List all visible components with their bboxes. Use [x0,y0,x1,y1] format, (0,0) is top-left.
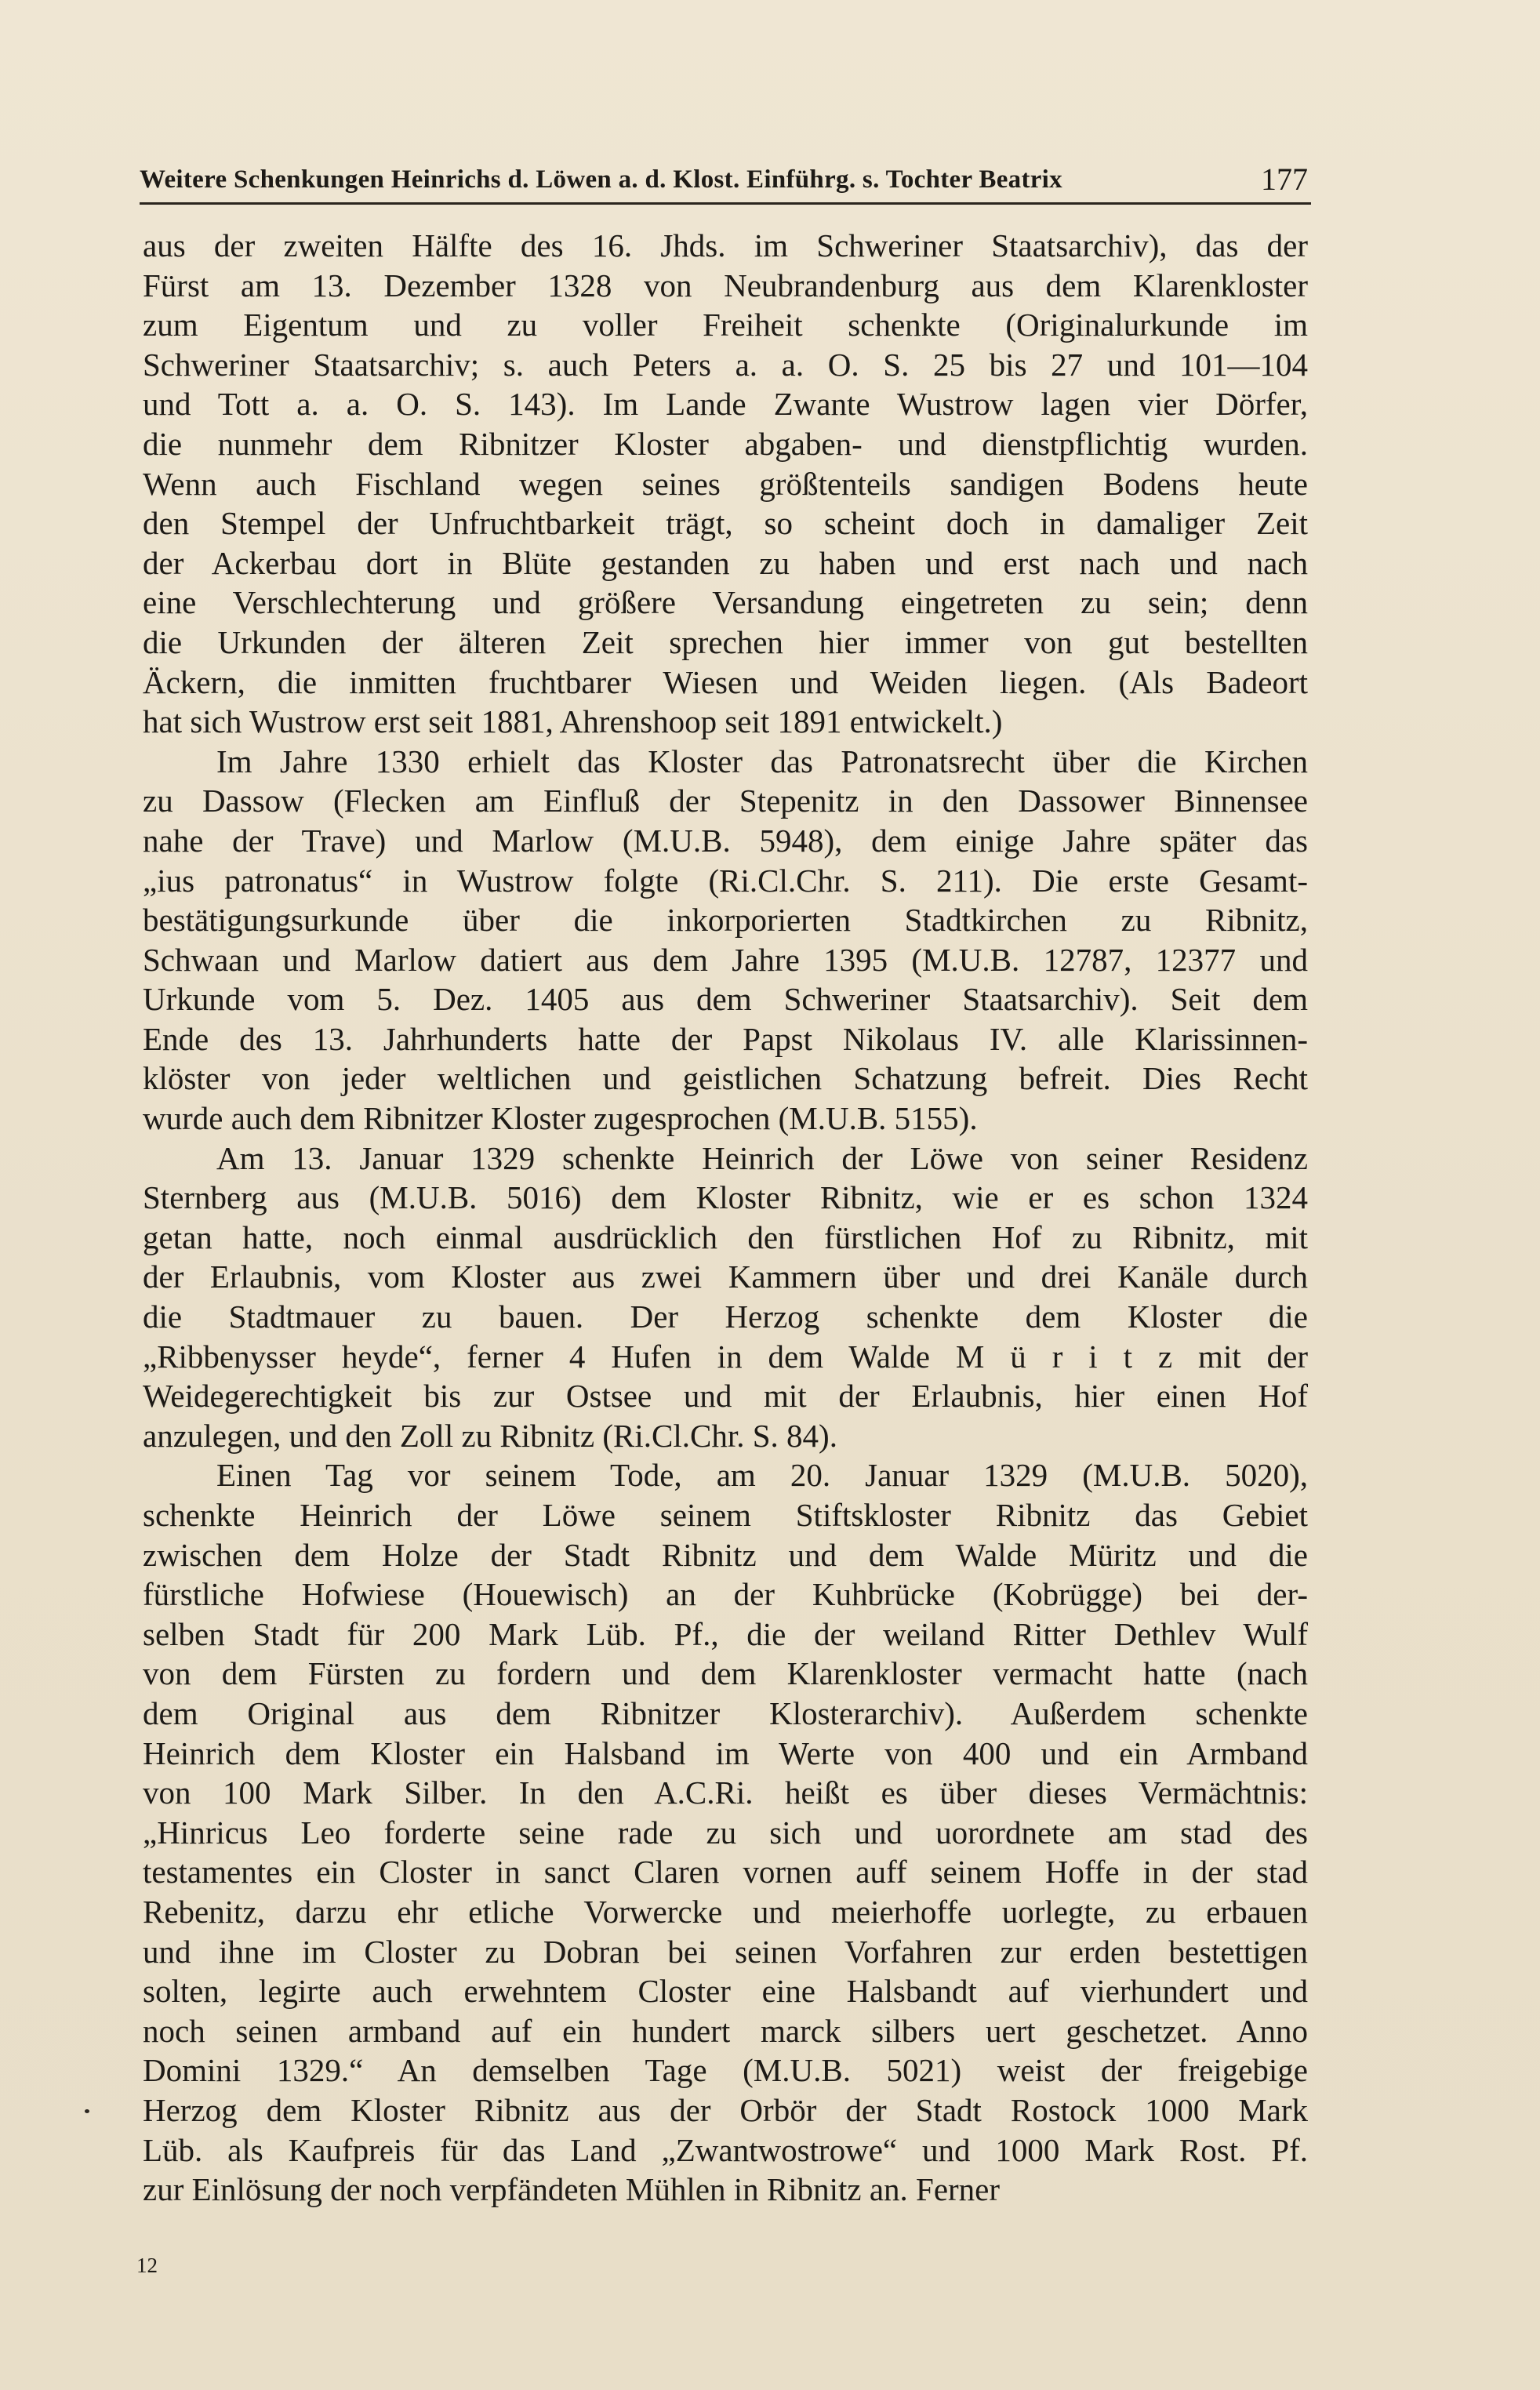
text-line: der Ackerbau dort in Blüte gestanden zu haben und erst nach und nach [143,544,1308,581]
paragraph-4 [143,1455,1308,2209]
text-line: klöster von jeder weltlichen und geistlichen Schatzung befreit. Dies Recht [143,1060,1308,1097]
text-line: Weidegerechtigkeit bis zur Ostsee und mit der Erlaubnis, hier einen Hof [143,1378,1308,1415]
margin-speck [85,2109,89,2113]
text-line: Herzog dem Kloster Ribnitz aus der Orbör der Stadt Rostock 1000 Mark [143,2091,1308,2128]
text-line: zum Eigentum und zu voller Freiheit schenkte (Originalurkunde im [143,307,1308,343]
text-line: anzulegen, und den Zoll zu Ribnitz (Ri.Cl.Chr. S. 84). [143,1417,837,1454]
running-head [140,154,1311,201]
text-line: Domini 1329.“ An demselben Tage (M.U.B. 5021) weist der freigebige [143,2052,1308,2089]
text-line: aus der zweiten Hälfte des 16. Jhds. im Schweriner Staatsarchiv), das der [143,227,1308,263]
text-line: Lüb. als Kaufpreis für das Land „Zwantwostrowe“ und 1000 Mark Rost. Pf. [143,2131,1308,2168]
text-line: noch seinen armband auf ein hundert marck silbers uert geschetzet. Anno [143,2012,1308,2049]
text-line: getan hatte, noch einmal ausdrücklich den fürstlichen Hof zu Ribnitz, mit [143,1219,1308,1255]
text-line: und ihne im Closter zu Dobran bei seinen Vorfahren zur erden bestettigen [143,1933,1308,1970]
text-line: testamentes ein Closter in sanct Claren vornen auff seinem Hoffe in der stad [143,1854,1308,1891]
paragraph-3 [143,1139,1308,1456]
text-line: Ende des 13. Jahrhunderts hatte der Papst Nikolaus IV. alle Klarissinnen- [143,1020,1308,1057]
text-line: Am 13. Januar 1329 schenkte Heinrich der Löwe von seiner Residenz [216,1139,1308,1176]
text-line: bestätigungsurkunde über die inkorporierten Stadtkirchen zu Ribnitz, [143,902,1308,939]
text-line: zur Einlösung der noch verpfändeten Mühlen in Ribnitz an. Ferner [143,2171,1001,2208]
text-line: „Ribbenysser heyde“, ferner 4 Hufen in dem Walde M ü r i t z mit der [143,1338,1308,1375]
paragraph-1 [143,226,1308,742]
text-line: dem Original aus dem Ribnitzer Klosterarchiv). Außerdem schenkte [143,1694,1308,1731]
text-line: schenkte Heinrich der Löwe seinem Stiftskloster Ribnitz das Gebiet [143,1497,1308,1533]
text-line: den Stempel der Unfruchtbarkeit trägt, so scheint doch in damaliger Zeit [143,505,1308,542]
text-line: von 100 Mark Silber. In den A.C.Ri. heißt es über dieses Vermächtnis: [143,1774,1308,1811]
text-line: Wenn auch Fischland wegen seines größtenteils sandigen Bodens heute [143,465,1308,502]
text-line: der Erlaubnis, vom Kloster aus zwei Kammern über und drei Kanäle durch [143,1259,1308,1295]
text-line: Sternberg aus (M.U.B. 5016) dem Kloster Ribnitz, wie er es schon 1324 [143,1179,1308,1216]
text-line: selben Stadt für 200 Mark Lüb. Pf., die der weiland Ritter Dethlev Wulf [143,1615,1308,1652]
text-line: die Stadtmauer zu bauen. Der Herzog schenkte dem Kloster die [143,1299,1308,1335]
text-line: eine Verschlechterung und größere Versandung eingetreten zu sein; denn [143,584,1308,621]
page-number: 177 [1261,162,1308,197]
body-text [143,226,1308,2210]
text-line: zwischen dem Holze der Stadt Ribnitz und dem Walde Müritz und die [143,1536,1308,1573]
text-line: Heinrich dem Kloster ein Halsband im Werte von 400 und ein Armband [143,1734,1308,1771]
text-line: Im Jahre 1330 erhielt das Kloster das Patronatsrecht über die Kirchen [216,743,1308,779]
text-line: die Urkunden der älteren Zeit sprechen hier immer von gut bestellten [143,623,1308,660]
text-line: Urkunde vom 5. Dez. 1405 aus dem Schweriner Staatsarchiv). Seit dem [143,981,1308,1018]
text-line: hat sich Wustrow erst seit 1881, Ahrenshoop seit 1891 entwickelt.) [143,703,1003,740]
text-line: die nunmehr dem Ribnitzer Kloster abgaben- und dienstpflichtig wurden. [143,425,1308,462]
text-line: fürstliche Hofwiese (Houewisch) an der Kuhbrücke (Kobrügge) bei der- [143,1576,1308,1613]
text-line: Schwaan und Marlow datiert aus dem Jahre 1395 (M.U.B. 12787, 12377 und [143,941,1308,978]
running-head-title: Weitere Schenkungen Heinrichs d. Löwen a. d. Klost. Einführg. s. Tochter Beatrix [140,165,1062,194]
text-line: wurde auch dem Ribnitzer Kloster zugesprochen (M.U.B. 5155). [143,1100,978,1137]
text-line: zu Dassow (Flecken am Einfluß der Stepenitz in den Dassower Binnensee [143,783,1308,819]
paragraph-2 [143,742,1308,1139]
text-line: und Tott a. a. O. S. 143). Im Lande Zwante Wustrow lagen vier Dörfer, [143,386,1308,423]
text-line: „ius patronatus“ in Wustrow folgte (Ri.Cl.Chr. S. 211). Die erste Gesamt- [143,862,1308,899]
text-line: Fürst am 13. Dezember 1328 von Neubrandenburg aus dem Klarenkloster [143,267,1308,303]
text-line: Schweriner Staatsarchiv; s. auch Peters a. a. O. S. 25 bis 27 und 101—104 [143,346,1308,383]
text-line: nahe der Trave) und Marlow (M.U.B. 5948), dem einige Jahre später das [143,822,1308,859]
header-rule [140,202,1311,205]
text-line: Rebenitz, darzu ehr etliche Vorwercke und meierhoffe uorlegte, zu erbauen [143,1893,1308,1930]
text-line: von dem Fürsten zu fordern und dem Klarenkloster vermacht hatte (nach [143,1655,1308,1692]
sheet-signature: 12 [136,2254,158,2277]
text-line: solten, legirte auch erwehntem Closter eine Halsbandt auf vierhundert und [143,1973,1308,2010]
text-line: Einen Tag vor seinem Tode, am 20. Januar 1329 (M.U.B. 5020), [216,1457,1308,1494]
text-line: „Hinricus Leo forderte seine rade zu sich und uorordnete am stad des [143,1814,1308,1851]
text-line: Äckern, die inmitten fruchtbarer Wiesen und Weiden liegen. (Als Badeort [143,663,1308,700]
